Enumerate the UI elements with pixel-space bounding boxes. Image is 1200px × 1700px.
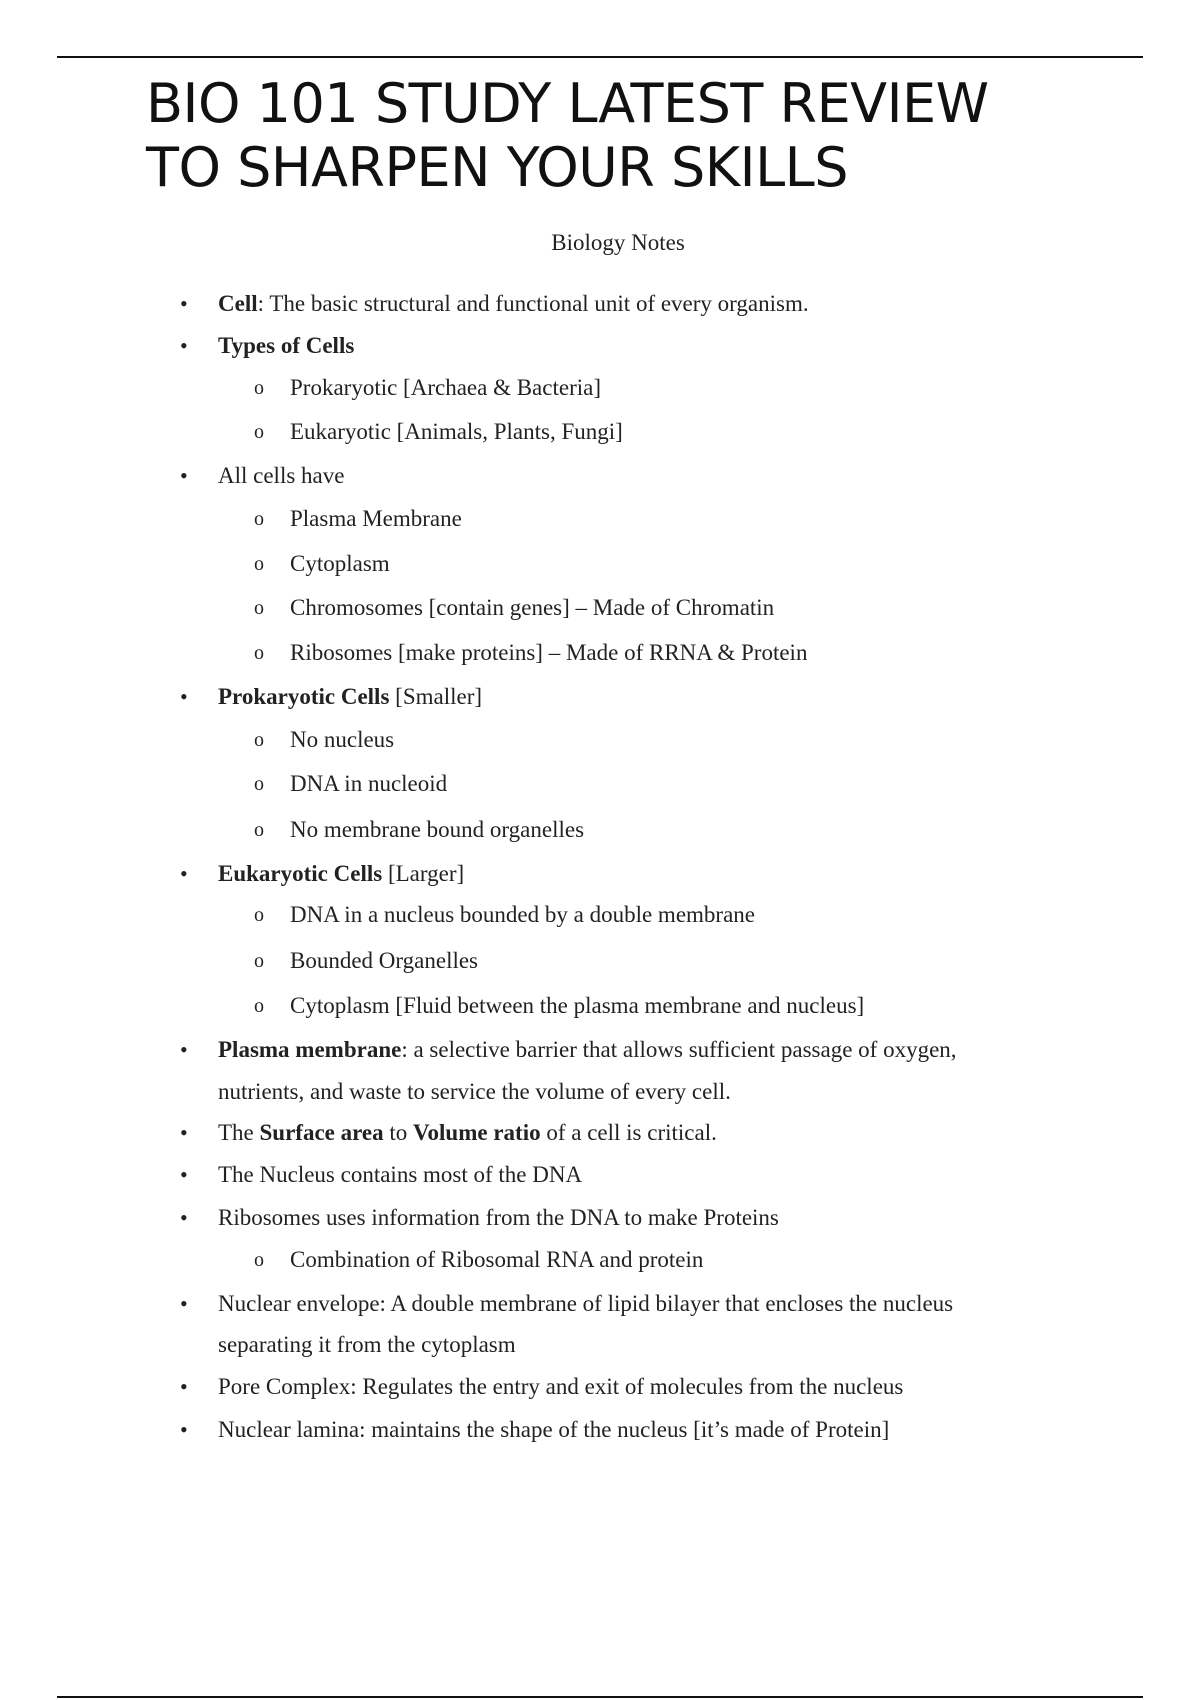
list-item xyxy=(0,1284,1200,1324)
circle-bullet-icon: o xyxy=(254,1249,264,1271)
circle-bullet-icon: o xyxy=(254,377,264,399)
bullet-icon: • xyxy=(180,333,188,358)
chromosomes-item: Chromosomes [contain genes] – Made of Chromatin xyxy=(290,595,775,620)
list-item xyxy=(0,1410,1200,1450)
cytoplasm-item: Cytoplasm xyxy=(290,551,390,576)
circle-bullet-icon: o xyxy=(254,773,264,795)
nuclear-lamina: Nuclear lamina: maintains the shape of the nucleus [it’s made of Protein] xyxy=(218,1417,890,1442)
list-item xyxy=(0,1367,1200,1407)
circle-bullet-icon: o xyxy=(254,553,264,575)
bounded-organelles: Bounded Organelles xyxy=(290,948,479,973)
top-rule xyxy=(57,56,1143,58)
circle-bullet-icon: o xyxy=(254,597,264,619)
bullet-icon: • xyxy=(180,1291,188,1316)
bullet-icon: • xyxy=(180,1205,188,1230)
sub-list-item xyxy=(0,895,1200,935)
surface-area-term: Surface area xyxy=(259,1120,384,1145)
bottom-rule xyxy=(57,1696,1143,1698)
bullet-icon: • xyxy=(180,1120,188,1145)
circle-bullet-icon: o xyxy=(254,995,264,1017)
sub-list-item xyxy=(0,810,1200,850)
no-nucleus: No nucleus xyxy=(290,727,395,752)
dna-nucleoid: DNA in nucleoid xyxy=(290,771,448,796)
sub-list-item xyxy=(0,941,1200,981)
sub-list-item xyxy=(0,588,1200,628)
subtitle: Biology Notes xyxy=(551,230,685,255)
list-item xyxy=(0,456,1200,496)
sub-list-item xyxy=(0,412,1200,452)
ribosomes-item: Ribosomes [make proteins] – Made of RRNA & Protein xyxy=(290,640,808,665)
plasma-membrane-term: Plasma membrane xyxy=(218,1037,402,1062)
bullet-icon: • xyxy=(180,861,188,886)
nuclear-envelope-cont: separating it from the cytoplasm xyxy=(218,1332,516,1357)
bullet-icon: • xyxy=(180,1417,188,1442)
plasma-membrane-item: Plasma Membrane xyxy=(290,506,462,531)
bullet-icon: • xyxy=(180,684,188,709)
sub-list-item xyxy=(0,1240,1200,1280)
plasma-membrane-definition: : a selective barrier that allows sufficient passage of oxygen, xyxy=(401,1037,957,1062)
sub-list-item xyxy=(0,764,1200,804)
nuclear-envelope: Nuclear envelope: A double membrane of lipid bilayer that encloses the nucleus xyxy=(218,1291,954,1316)
sub-list-item xyxy=(0,720,1200,760)
bullet-icon: • xyxy=(180,1037,188,1062)
prokaryotic-type: Prokaryotic [Archaea & Bacteria] xyxy=(290,375,601,400)
circle-bullet-icon: o xyxy=(254,421,264,443)
cell-term: Cell xyxy=(218,291,258,316)
nucleus-dna: The Nucleus contains most of the DNA xyxy=(218,1162,583,1187)
list-item xyxy=(0,854,1200,894)
title-line-1: BIO 101 STUDY LATEST REVIEW xyxy=(146,72,989,135)
bullet-icon: • xyxy=(180,1162,188,1187)
list-item xyxy=(0,284,1200,324)
sub-list-item xyxy=(0,544,1200,584)
dna-nucleus: DNA in a nucleus bounded by a double membrane xyxy=(290,902,755,927)
eukaryotic-type: Eukaryotic [Animals, Plants, Fungi] xyxy=(290,419,623,444)
sub-list-item xyxy=(0,986,1200,1026)
list-item xyxy=(0,677,1200,717)
cell-definition: : The basic structural and functional unit of every organism. xyxy=(257,291,809,316)
circle-bullet-icon: o xyxy=(254,819,264,841)
circle-bullet-icon: o xyxy=(254,642,264,664)
sub-list-item xyxy=(0,633,1200,673)
bullet-icon: • xyxy=(180,291,188,316)
list-item xyxy=(0,1113,1200,1153)
ratio-text: of a cell is critical. xyxy=(540,1120,717,1145)
pore-complex: Pore Complex: Regulates the entry and exit of molecules from the nucleus xyxy=(218,1374,904,1399)
circle-bullet-icon: o xyxy=(254,508,264,530)
plasma-membrane-definition-cont: nutrients, and waste to service the volume of every cell. xyxy=(218,1079,731,1104)
list-item-continuation xyxy=(0,1325,1200,1365)
types-of-cells-heading: Types of Cells xyxy=(218,333,355,358)
list-item xyxy=(0,1030,1200,1070)
all-cells-have: All cells have xyxy=(218,463,345,488)
ribosomes-info: Ribosomes uses information from the DNA to make Proteins xyxy=(218,1205,779,1230)
sub-list-item xyxy=(0,499,1200,539)
circle-bullet-icon: o xyxy=(254,950,264,972)
ratio-text: to xyxy=(383,1120,414,1145)
eukaryotic-cells-note: [Larger] xyxy=(382,861,465,886)
bullet-icon: • xyxy=(180,463,188,488)
bullet-icon: • xyxy=(180,1374,188,1399)
circle-bullet-icon: o xyxy=(254,904,264,926)
prokaryotic-cells-term: Prokaryotic Cells xyxy=(218,684,390,709)
list-item xyxy=(0,1155,1200,1195)
sub-list-item xyxy=(0,368,1200,408)
page-title xyxy=(146,72,1106,200)
cytoplasm-fluid: Cytoplasm [Fluid between the plasma membrane and nucleus] xyxy=(290,993,865,1018)
ratio-text: The xyxy=(218,1120,260,1145)
ribosomal-rna: Combination of Ribosomal RNA and protein xyxy=(290,1247,704,1272)
no-membrane-organelles: No membrane bound organelles xyxy=(290,817,585,842)
list-item xyxy=(0,326,1200,366)
eukaryotic-cells-term: Eukaryotic Cells xyxy=(218,861,383,886)
list-item xyxy=(0,1198,1200,1238)
prokaryotic-cells-note: [Smaller] xyxy=(389,684,483,709)
title-line-2: TO SHARPEN YOUR SKILLS xyxy=(146,136,849,199)
list-item-continuation xyxy=(0,1072,1200,1112)
volume-ratio-term: Volume ratio xyxy=(413,1120,541,1145)
circle-bullet-icon: o xyxy=(254,729,264,751)
